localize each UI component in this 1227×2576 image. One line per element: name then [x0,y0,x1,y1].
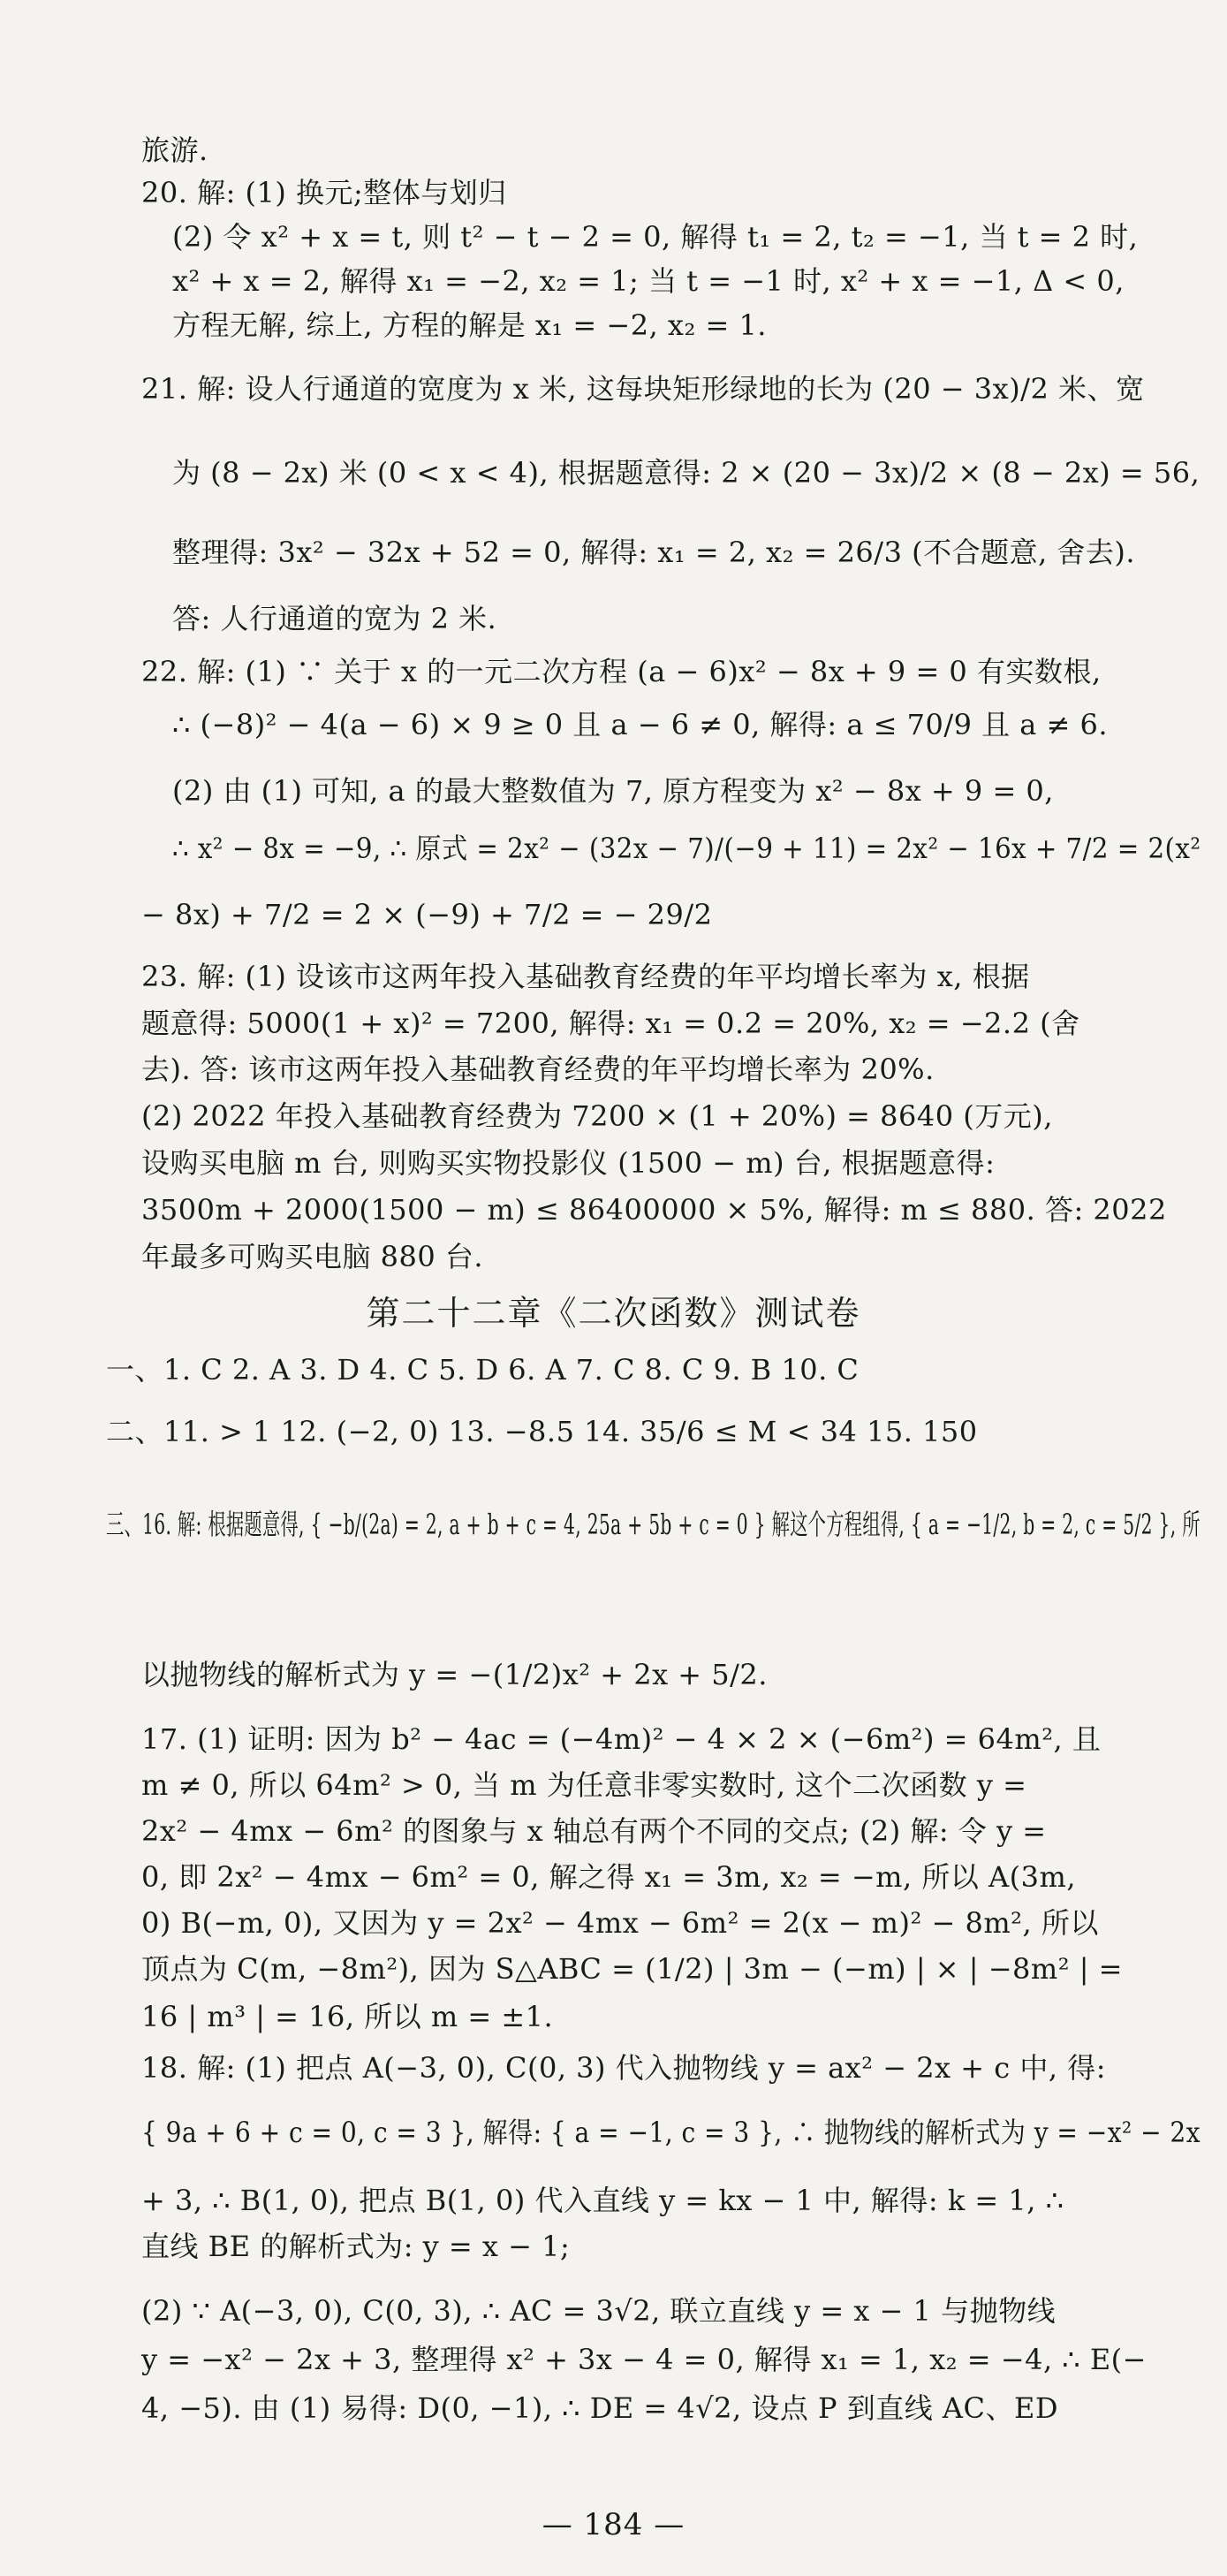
text-line: 0, 即 2x² − 4mx − 6m² = 0, 解之得 x₁ = 3m, x₂ = −m, 所以 A(3m, [141,1860,1076,1894]
text-line: 一、1. C 2. A 3. D 4. C 5. D 6. A 7. C 8. C 9. B 10. C [106,1353,860,1387]
text-line: 为 (8 − 2x) 米 (0 < x < 4), 根据题意得: 2 × (20 − 3x)/2 × (8 − 2x) = 56, [172,456,1200,490]
text-line: 方程无解, 综上, 方程的解是 x₁ = −2, x₂ = 1. [172,308,767,342]
text-line: 旅游. [141,133,208,167]
text-line: 17. (1) 证明: 因为 b² − 4ac = (−4m)² − 4 × 2 × (−6m²) = 64m², 且 [141,1722,1102,1756]
text-line: m ≠ 0, 所以 64m² > 0, 当 m 为任意非零实数时, 这个二次函数 y = [141,1768,1027,1802]
text-line: 三、16. 解: 根据题意得, { −b/(2a) = 2, a + b + c = 4, 25a + 5b + c = 0 } 解这个方程组得, { a = −1/2, b = 2, c = 5/2 }, 所 [106,1508,1200,1541]
text-line: ∴ x² − 8x = −9, ∴ 原式 = 2x² − (32x − 7)/(−9 + 11) = 2x² − 16x + 7/2 = 2(x² [172,832,1201,865]
text-line: 21. 解: 设人行通道的宽度为 x 米, 这每块矩形绿地的长为 (20 − 3x)/2 米、宽 [141,372,1145,406]
text-line: (2) ∵ A(−3, 0), C(0, 3), ∴ AC = 3√2, 联立直线 y = x − 1 与抛物线 [141,2294,1057,2328]
text-line: 去). 答: 该市这两年投入基础教育经费的年平均增长率为 20%. [141,1052,935,1086]
text-line: 答: 人行通道的宽为 2 米. [172,602,497,635]
text-line: 年最多可购买电脑 880 台. [141,1240,484,1273]
text-line: 16 | m³ | = 16, 所以 m = ±1. [141,2000,554,2033]
text-line: + 3, ∴ B(1, 0), 把点 B(1, 0) 代入直线 y = kx − 1 中, 解得: k = 1, ∴ [141,2184,1064,2217]
text-line: 顶点为 C(m, −8m²), 因为 S△ABC = (1/2) | 3m − (−m) | × | −8m² | = [141,1952,1123,1986]
text-line: x² + x = 2, 解得 x₁ = −2, x₂ = 1; 当 t = −1 时, x² + x = −1, Δ < 0, [172,264,1125,298]
text-line: y = −x² − 2x + 3, 整理得 x² + 3x − 4 = 0, 解得 x₁ = 1, x₂ = −4, ∴ E(− [141,2343,1147,2376]
text-line: 22. 解: (1) ∵ 关于 x 的一元二次方程 (a − 6)x² − 8x + 9 = 0 有实数根, [141,655,1102,688]
text-line: 以抛物线的解析式为 y = −(1/2)x² + 2x + 5/2. [141,1658,768,1691]
text-line: 整理得: 3x² − 32x + 52 = 0, 解得: x₁ = 2, x₂ = 26/3 (不合题意, 舍去). [172,536,1136,569]
text-line: (2) 2022 年投入基础教育经费为 7200 × (1 + 20%) = 8640 (万元), [141,1099,1053,1133]
text-line: 直线 BE 的解析式为: y = x − 1; [141,2230,571,2263]
text-line: 2x² − 4mx − 6m² 的图象与 x 轴总有两个不同的交点; (2) 解: 令 y = [141,1814,1047,1848]
text-line: 23. 解: (1) 设该市这两年投入基础教育经费的年平均增长率为 x, 根据 [141,960,1030,993]
text-line: ∴ (−8)² − 4(a − 6) × 9 ≥ 0 且 a − 6 ≠ 0, 解得: a ≤ 70/9 且 a ≠ 6. [172,708,1109,741]
text-line: (2) 令 x² + x = t, 则 t² − t − 2 = 0, 解得 t₁ = 2, t₂ = −1, 当 t = 2 时, [172,220,1139,254]
chapter-title: 第二十二章《二次函数》测试卷 [366,1294,861,1333]
text-line: − 8x) + 7/2 = 2 × (−9) + 7/2 = − 29/2 [141,898,713,931]
text-line: 4, −5). 由 (1) 易得: D(0, −1), ∴ DE = 4√2, 设点 P 到直线 AC、ED [141,2391,1058,2425]
text-line: 18. 解: (1) 把点 A(−3, 0), C(0, 3) 代入抛物线 y = ax² − 2x + c 中, 得: [141,2051,1106,2085]
text-line: 设购买电脑 m 台, 则购买实物投影仪 (1500 − m) 台, 根据题意得: [141,1146,996,1180]
page-number: — 184 — [542,2507,685,2542]
text-line: 题意得: 5000(1 + x)² = 7200, 解得: x₁ = 0.2 = 20%, x₂ = −2.2 (舍 [141,1007,1080,1040]
text-line: (2) 由 (1) 可知, a 的最大整数值为 7, 原方程变为 x² − 8x + 9 = 0, [172,774,1054,808]
text-line: 二、11. > 1 12. (−2, 0) 13. −8.5 14. 35/6 ≤ M < 34 15. 150 [106,1415,978,1448]
text-line: 20. 解: (1) 换元;整体与划归 [141,176,507,209]
text-line: 0) B(−m, 0), 又因为 y = 2x² − 4mx − 6m² = 2(x − m)² − 8m², 所以 [141,1906,1099,1940]
text-line: { 9a + 6 + c = 0, c = 3 }, 解得: { a = −1, c = 3 }, ∴ 抛物线的解析式为 y = −x² − 2x [141,2116,1201,2149]
text-line: 3500m + 2000(1500 − m) ≤ 86400000 × 5%, 解得: m ≤ 880. 答: 2022 [141,1193,1167,1227]
